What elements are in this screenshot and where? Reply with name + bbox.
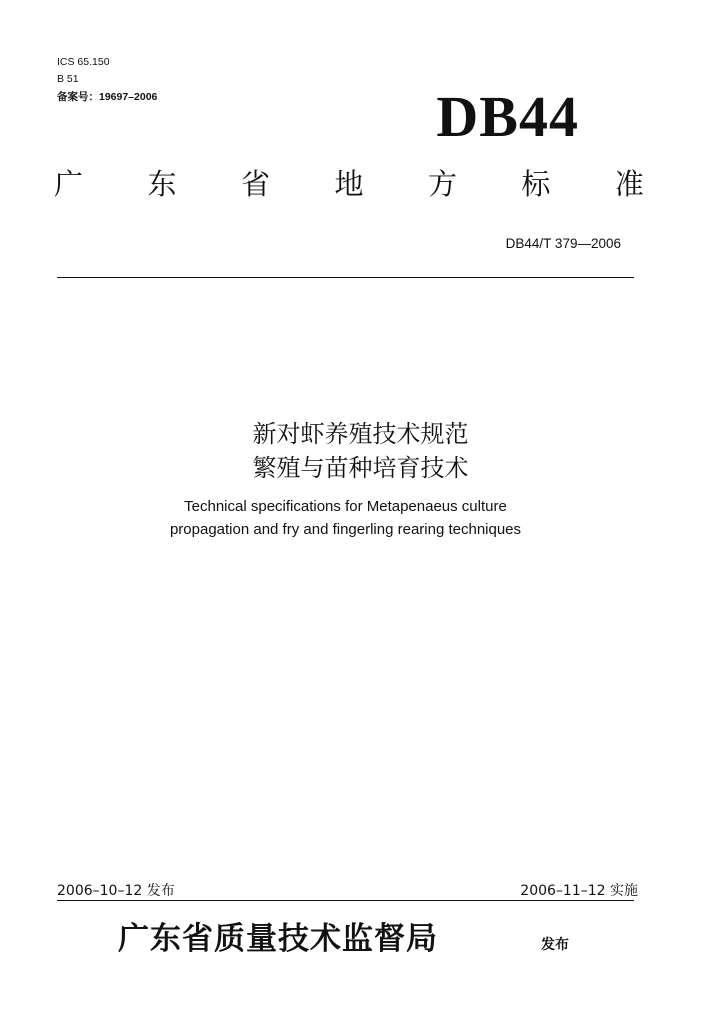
title-cn-line2: 繁殖与苗种培育技术 xyxy=(252,453,469,482)
ics-code: ICS 65.150 xyxy=(57,56,110,68)
heading-char: 东 xyxy=(147,167,177,201)
title-chinese xyxy=(0,418,721,485)
issue-date: 2006–10–12 发布 xyxy=(57,883,175,899)
heading-char: 地 xyxy=(334,167,364,201)
heading-char: 广 xyxy=(54,167,84,201)
filing-number: 备案号：19697–2006 xyxy=(57,91,158,103)
title-cn-line1: 新对虾养殖技术规范 xyxy=(252,420,469,448)
ccs-code: B 51 xyxy=(57,73,79,85)
issuer-name: 广东省质量技术监督局 xyxy=(118,921,438,957)
heading-char: 省 xyxy=(240,167,270,201)
standard-code-logo: DB44 xyxy=(436,84,579,149)
footer-divider xyxy=(57,900,634,901)
title-english xyxy=(0,496,691,541)
heading-char: 标 xyxy=(521,167,551,201)
title-en-line1: Technical specifications for Metapenaeus culture xyxy=(184,498,507,515)
heading-char: 准 xyxy=(614,167,644,201)
heading-char: 方 xyxy=(427,167,457,201)
title-en-line2: propagation and fry and fingerling rearing techniques xyxy=(169,520,522,538)
issuer-suffix: 发布 xyxy=(541,937,569,953)
implementation-date: 2006–11–12 实施 xyxy=(520,883,638,899)
standard-number: DB44/T 379—2006 xyxy=(505,236,621,251)
header-divider xyxy=(57,277,634,278)
standard-type-heading xyxy=(54,167,644,201)
